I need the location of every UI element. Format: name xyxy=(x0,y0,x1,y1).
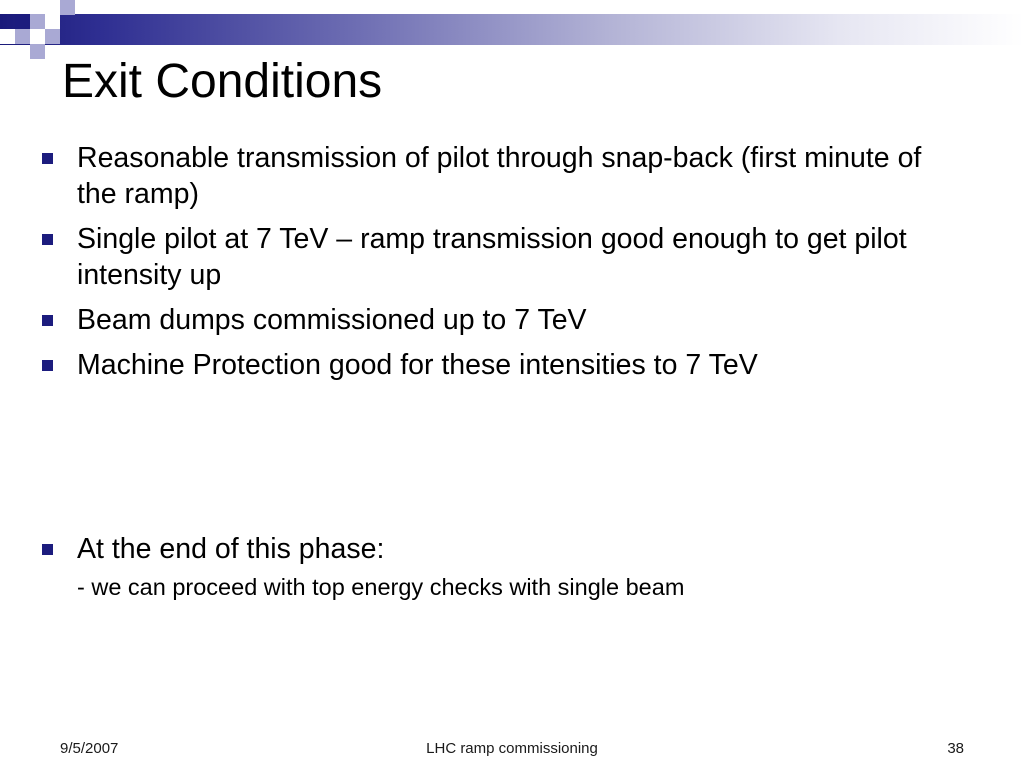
logo-square xyxy=(15,14,30,29)
bullet-text: Beam dumps commissioned up to 7 TeV xyxy=(77,304,587,336)
bullet-item xyxy=(42,347,962,383)
square-bullet-icon xyxy=(42,153,53,164)
logo-square xyxy=(45,29,60,44)
bullet-text: At the end of this phase: xyxy=(77,533,385,565)
footer-date: 9/5/2007 xyxy=(60,740,119,757)
square-bullet-icon xyxy=(42,315,53,326)
logo-square xyxy=(60,0,75,15)
bullet-item-end-phase xyxy=(42,531,997,567)
header-gradient-bar xyxy=(0,14,1024,45)
logo-square xyxy=(0,29,15,44)
footer-title: LHC ramp commissioning xyxy=(426,740,598,757)
bullet-text: Machine Protection good for these intensities to 7 TeV xyxy=(77,349,758,381)
logo-square xyxy=(30,29,45,44)
sub-bullet-text: - we can proceed with top energy checks with single beam xyxy=(77,574,685,600)
logo-square xyxy=(30,14,45,29)
logo-square xyxy=(30,44,45,59)
bullet-item xyxy=(42,302,962,338)
slide-title: Exit Conditions xyxy=(62,55,383,108)
square-bullet-icon xyxy=(42,544,53,555)
bullet-text: Reasonable transmission of pilot through snap-back (first minute of the ramp) xyxy=(77,142,922,210)
bullet-item xyxy=(42,140,962,212)
bullet-list xyxy=(42,140,962,392)
bullet-text: Single pilot at 7 TeV – ramp transmission good enough to get pilot intensity up xyxy=(77,223,907,291)
footer-page-number: 38 xyxy=(947,740,964,757)
square-bullet-icon xyxy=(42,360,53,371)
bullet-item xyxy=(42,221,962,293)
square-bullet-icon xyxy=(42,234,53,245)
logo-square xyxy=(15,29,30,44)
logo-square xyxy=(45,14,60,29)
